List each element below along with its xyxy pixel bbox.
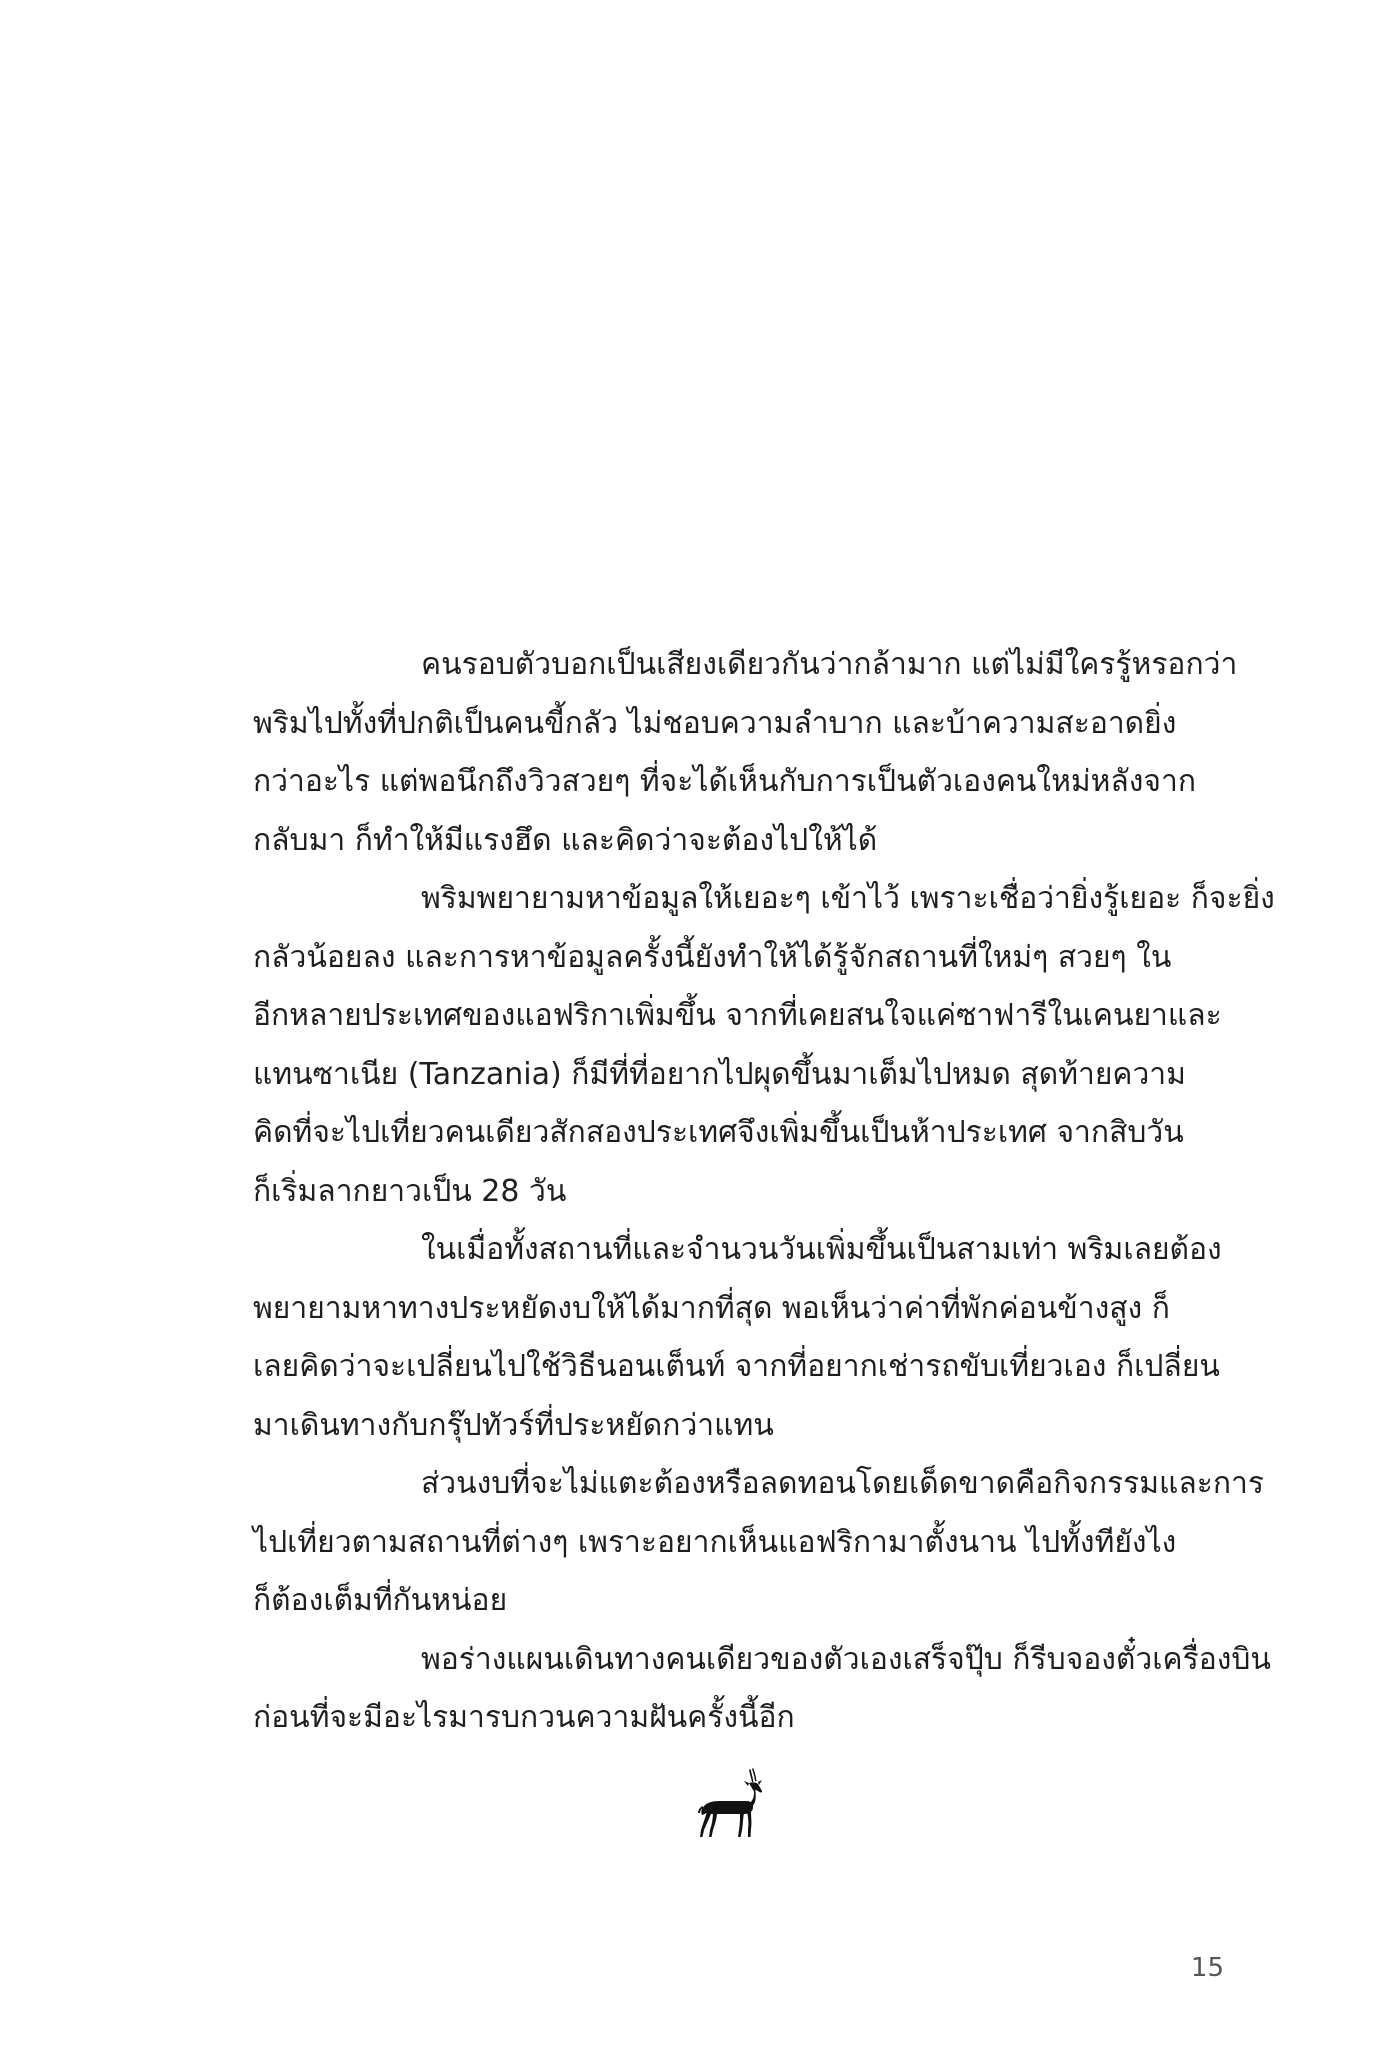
text-line: กว่าอะไร แต่พอนึกถึงวิวสวยๆ ที่จะได้เห็นกับการเป็นตัวเองคนใหม่หลังจาก [253, 764, 1197, 799]
text-line: คิดที่จะไปเที่ยวคนเดียวสักสองประเทศจึงเพิ่มขึ้นเป็นห้าประเทศ จากสิบวัน [253, 1115, 1184, 1150]
text-line: อีกหลายประเทศของแอฟริกาเพิ่มขึ้น จากที่เคยสนใจแค่ซาฟารีในเคนยาและ [253, 998, 1222, 1033]
paragraph-3 [253, 1221, 1231, 1455]
gazelle-silhouette-icon [695, 1768, 775, 1838]
text-line: ส่วนงบที่จะไม่แตะต้องหรือลดทอนโดยเด็ดขาดคือกิจกรรมและการ [421, 1466, 1265, 1501]
text-line: พยายามหาทางประหยัดงบให้ได้มากที่สุด พอเห็นว่าค่าที่พักค่อนข้างสูง ก็ [253, 1290, 1170, 1326]
paragraph-2 [253, 870, 1275, 1221]
text-line: คนรอบตัวบอกเป็นเสียงเดียวกันว่ากล้ามาก แต่ไม่มีใครรู้หรอกว่า [421, 647, 1238, 682]
text-line: แทนซาเนีย (Tanzania) ก็มีที่ที่อยากไปผุดขึ้นมาเต็มไปหมด สุดท้ายความ [253, 1056, 1186, 1092]
text-line: กลัวน้อยลง และการหาข้อมูลครั้งนี้ยังทำให้ได้รู้จักสถานที่ใหม่ๆ สวยๆ ใน [253, 939, 1172, 975]
text-line: ในเมื่อทั้งสถานที่และจำนวนวันเพิ่มขึ้นเป็นสามเท่า พริมเลยต้อง [421, 1232, 1222, 1267]
text-line: ไปเที่ยวตามสถานที่ต่างๆ เพราะอยากเห็นแอฟริกามาตั้งนาน ไปทั้งทียังไง [253, 1524, 1177, 1560]
body-text [253, 636, 1275, 1748]
text-line: กลับมา ก็ทำให้มีแรงฮึด และคิดว่าจะต้องไปให้ได้ [253, 822, 878, 858]
paragraph-5 [253, 1631, 1271, 1748]
text-line: พริมพยายามหาข้อมูลให้เยอะๆ เข้าไว้ เพราะเชื่อว่ายิ่งรู้เยอะ ก็จะยิ่ง [421, 881, 1275, 916]
page-number: 15 [1190, 1953, 1224, 1983]
text-line: พอร่างแผนเดินทางคนเดียวของตัวเองเสร็จปุ๊บ ก็รีบจองตั๋วเครื่องบิน [421, 1641, 1271, 1677]
paragraph-1 [253, 636, 1238, 870]
text-line: ก็เริ่มลากยาวเป็น 28 วัน [253, 1173, 567, 1209]
text-line: ก็ต้องเต็มที่กันหน่อย [253, 1583, 508, 1618]
text-line: พริมไปทั้งที่ปกติเป็นคนขี้กลัว ไม่ชอบความลำบาก และบ้าความสะอาดยิ่ง [253, 705, 1177, 741]
text-line: เลยคิดว่าจะเปลี่ยนไปใช้วิธีนอนเต็นท์ จากที่อยากเช่ารถขับเที่ยวเอง ก็เปลี่ยน [253, 1349, 1220, 1384]
paragraph-4 [253, 1455, 1265, 1631]
text-line: มาเดินทางกับกรุ๊ปทัวร์ที่ประหยัดกว่าแทน [253, 1407, 774, 1443]
text-line: ก่อนที่จะมีอะไรมารบกวนความฝันครั้งนี้อีก [253, 1700, 795, 1735]
